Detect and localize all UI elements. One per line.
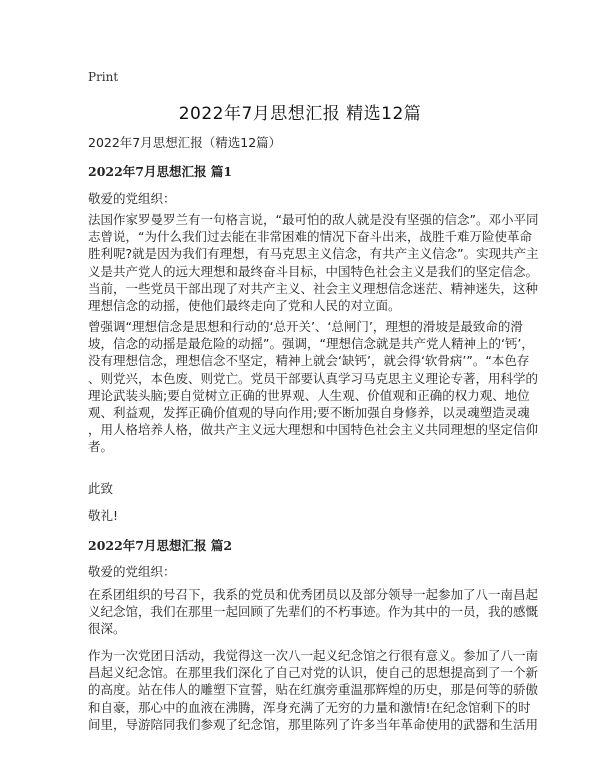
paragraph-line: ，用人格培养人格，做共产主义远大理想和中国特色社会主义共同理想的坚定信仰 [88,422,539,438]
paragraph-line: 理想信念的动摇，使他们最终走向了党和人民的对立面。 [88,298,401,314]
paragraph-line: 义是共产党人的远大理想和最终奋斗目标，中国特色社会主义是我们的坚定信念。 [88,263,539,279]
paragraph-line: 者。 [88,439,114,455]
paragraph-line: 间里，导游陪同我们参观了纪念馆，那里陈列了许多当年革命使用的武器和生活用 [88,716,539,732]
paragraph-line: 当前，一些党员干部出现了对共产主义、社会主义理想信念迷茫、精神迷失，这种 [88,280,539,296]
document-title: 2022年7月思想汇报 精选12篇 [178,104,422,124]
document-subtitle: 2022年7月思想汇报（精选12篇） [88,135,282,150]
paragraph-line: 、则党兴，本色废、则党亡。党员干部要认真学习马克思主义理论专著，用科学的 [88,370,539,386]
paragraph-line: 坡，信念的动摇是最危险的动摇”。强调，“理想信念就是共产党人精神上的‘钙’， [88,336,534,352]
paragraph-line: 的高度。站在伟人的雕塑下宣誓，贴在红旗旁重温那辉煌的历史，那是何等的骄傲 [88,682,539,698]
paragraph-line: 曾强调“理想信念是思想和行动的‘总开关’、‘总闸门’，理想的滑坡是最致命的滑 [88,319,523,334]
salutation: 敬爱的党组织： [88,191,176,206]
closing-text: 敬礼! [88,508,119,523]
print-link[interactable]: Print [88,70,119,84]
paragraph-line: 志曾说，“为什么我们过去能在非常困难的情况下奋斗出来，战胜千难万险使革命 [88,229,532,245]
paragraph-line: 作为一次党团日活动，我觉得这一次八一起义纪念馆之行很有意义。参加了八一南 [88,648,539,663]
paragraph [88,647,539,733]
paragraph-line: 法国作家罗曼罗兰有一句格言说，“最可怕的敌人就是没有坚强的信念”。邓小平同 [88,212,539,227]
paragraph-line: 胜利呢?就是因为我们有理想，有马克思主义信念，有共产主义信念”。实现共产主 [88,246,539,262]
paragraph-line: 昌起义纪念馆。在那里我们深化了自己对党的认识，使自己的思想提高到了一个新 [88,665,539,681]
paragraph-line: 理论武装头脑;要自觉树立正确的世界观、人生观、价值观和正确的权力观、地位 [88,387,530,403]
salutation: 敬爱的党组织： [88,564,176,579]
paragraph-line: 没有理想信念，理想信念不坚定，精神上就会‘缺钙’，就会得‘软骨病’”。“本色存 [88,353,530,369]
paragraph [88,211,539,314]
paragraph [88,318,539,456]
section-heading: 2022年7月思想汇报 篇1 [88,164,233,179]
paragraph-line: 观、利益观，发挥正确价值观的导向作用;要不断加强自身修养，以灵魂塑造灵魂 [88,405,530,421]
paragraph-line: 和自豪，那心中的血液在沸腾，浑身充满了无穷的力量和激情!在纪念馆剩下的时 [88,699,531,715]
paragraph-line: 在系团组织的号召下，我系的党员和优秀团员以及部分领导一起参加了八一南昌起 [88,587,539,602]
closing-text: 此致 [88,481,114,496]
section-heading: 2022年7月思想汇报 篇2 [88,538,233,553]
paragraph-line: 很深。 [88,621,126,637]
paragraph [88,586,539,638]
paragraph-line: 义纪念馆，我们在那里一起回顾了先辈们的不朽事迹。作为其中的一员，我的感慨 [88,604,539,620]
